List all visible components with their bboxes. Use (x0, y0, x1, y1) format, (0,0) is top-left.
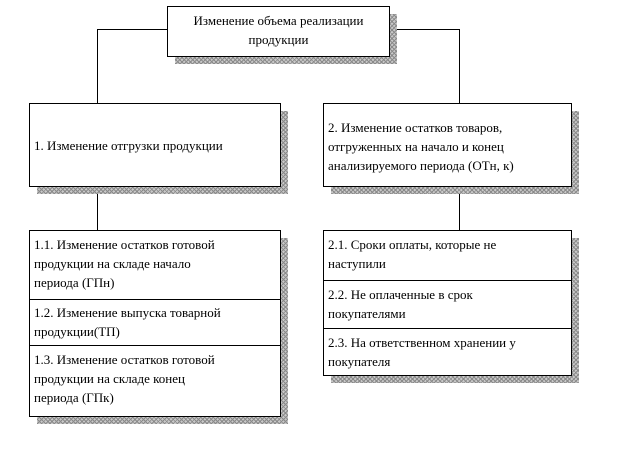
left-item-2-line-1: 1.2. Изменение выпуска товарной (34, 305, 221, 320)
connector-root-left (97, 29, 167, 30)
left-title-text: 1. Изменение отгрузки продукции (34, 137, 223, 153)
right-item-3-line-2: покупателя (328, 354, 391, 369)
left-item-1-line-2: продукции на складе начало (34, 256, 191, 271)
right-item-1 (324, 231, 571, 280)
right-item-3 (324, 328, 571, 376)
connector-left-drop (97, 29, 98, 103)
left-item-1 (30, 231, 280, 299)
right-item-3-line-1: 2.3. На ответственном хранении у (328, 335, 516, 350)
right-title-line-1: 2. Изменение остатков товаров, (328, 120, 503, 135)
root-line-2: продукции (248, 32, 309, 47)
root-line-1: Изменение объема реализации (193, 13, 364, 28)
right-items-box (323, 230, 572, 376)
left-item-2 (30, 299, 280, 345)
right-title-line-3: анализируемого периода (ОТн, к) (328, 158, 514, 173)
right-title-box (323, 103, 572, 187)
left-items-box (29, 230, 281, 417)
left-item-3-line-2: продукции на складе конец (34, 371, 185, 386)
root-box (167, 6, 390, 57)
left-title-box (29, 103, 281, 187)
left-item-3 (30, 345, 280, 417)
left-item-1-line-1: 1.1. Изменение остатков готовой (34, 237, 215, 252)
right-title-line-2: отгруженных на начало и конец (328, 139, 504, 154)
connector-root-right (389, 29, 460, 30)
left-item-1-line-3: периода (ГПн) (34, 275, 115, 290)
left-item-2-line-2: продукции(ТП) (34, 324, 120, 339)
right-item-1-line-2: наступили (328, 256, 386, 271)
right-item-2-line-2: покупателями (328, 306, 406, 321)
left-item-3-line-3: периода (ГПк) (34, 390, 114, 405)
connector-right-drop (459, 29, 460, 103)
left-item-3-line-1: 1.3. Изменение остатков готовой (34, 352, 215, 367)
right-item-2-line-1: 2.2. Не оплаченные в срок (328, 287, 473, 302)
right-item-1-line-1: 2.1. Сроки оплаты, которые не (328, 237, 497, 252)
right-item-2 (324, 280, 571, 328)
